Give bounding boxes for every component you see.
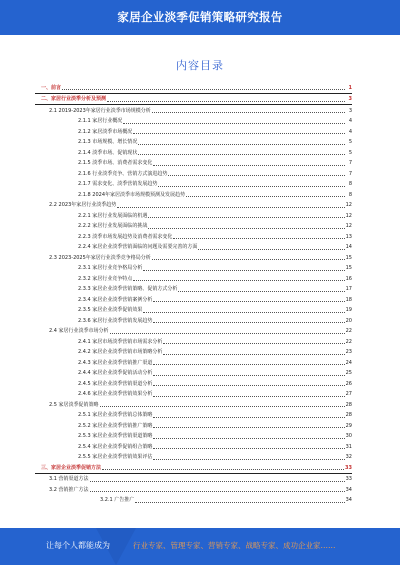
toc-entry-text: 2.2.2 家居行业发展面临的挑战 xyxy=(78,223,148,229)
toc-entry[interactable] xyxy=(35,189,352,200)
toc-leader-dots xyxy=(163,354,344,355)
toc-page-number: 8 xyxy=(348,181,352,187)
toc-entry-text: 2.3.2 家居行业竞争特点 xyxy=(78,275,133,282)
toc-leader-dots xyxy=(138,144,345,145)
toc-entry-text: 一、前言 xyxy=(41,84,62,91)
toc-entry[interactable] xyxy=(35,462,352,474)
toc-leader-dots xyxy=(153,364,344,365)
toc-entry[interactable] xyxy=(35,94,352,106)
toc-entry[interactable] xyxy=(35,368,352,379)
toc-entry[interactable] xyxy=(35,263,352,274)
toc-leader-dots xyxy=(90,491,345,492)
report-title: 家居企业淡季促销策略研究报告 xyxy=(117,10,283,24)
toc-entry[interactable] xyxy=(35,441,352,452)
toc-entry-text: 2.4.6 家居企业淡季营销效果分析 xyxy=(78,391,153,397)
toc-page-number: 8 xyxy=(348,191,352,198)
toc-page-number: 28 xyxy=(345,412,352,418)
footer-slogan: 让每个人都能成为 xyxy=(46,541,110,550)
toc-leader-dots xyxy=(138,154,345,155)
toc-entry-text: 2.3.3 家居企业淡季营销策略、促销方式分析 xyxy=(78,286,178,292)
toc-leader-dots xyxy=(148,228,344,229)
toc-page-number: 4 xyxy=(348,118,352,124)
toc-leader-dots xyxy=(153,448,344,449)
toc-page-number: 20 xyxy=(345,317,352,324)
toc-entry[interactable] xyxy=(35,484,352,495)
toc-page-number: 19 xyxy=(345,307,352,313)
toc-leader-dots xyxy=(107,101,345,102)
toc-entry-text: 2.1.3 市场规模、增长情况 xyxy=(78,139,138,145)
toc-entry[interactable] xyxy=(35,315,352,326)
toc-entry[interactable] xyxy=(35,179,352,190)
toc-entry-text: 2.4 家居行业淡季市场分析 xyxy=(49,328,109,334)
toc-entry-text: 2.1.5 淡季市场、消费者需求变化 xyxy=(78,160,153,166)
header-bar xyxy=(0,0,400,35)
toc-entry-text: 2.4.5 家居企业淡季营销渠道分析 xyxy=(78,380,153,387)
toc-leader-dots xyxy=(153,417,344,418)
footer-bar xyxy=(0,528,400,565)
toc-leader-dots xyxy=(153,459,344,460)
toc-page-number: 13 xyxy=(345,233,352,240)
toc-entry[interactable] xyxy=(35,357,352,368)
toc-leader-dots xyxy=(178,291,344,292)
toc-entry[interactable] xyxy=(35,200,352,211)
toc-entry[interactable] xyxy=(35,210,352,221)
toc-page-number: 23 xyxy=(345,349,352,355)
toc-entry[interactable] xyxy=(35,105,352,116)
toc-entry-text: 2.4.4 家居企业淡季促销活动分析 xyxy=(78,370,153,376)
toc-entry-text: 二、家居行业淡季分析及预测 xyxy=(41,96,107,102)
toc-entry[interactable] xyxy=(35,431,352,442)
toc-entry[interactable] xyxy=(35,305,352,316)
toc-page-number: 17 xyxy=(345,286,352,292)
toc-page-number: 22 xyxy=(345,328,352,334)
toc-page-number: 30 xyxy=(345,433,352,439)
toc-entry-text: 2.3 2023-2025年家居行业淡季竞争格局分析 xyxy=(49,254,151,261)
toc-entry-text: 2.3.6 家居行业淡季营销发展趋势 xyxy=(78,317,153,324)
toc-entry-text: 2.2.3 淡季市场发展趋势及消费者需求变化 xyxy=(78,233,173,240)
toc-page-number: 16 xyxy=(345,275,352,282)
toc-entry-text: 三、家居企业淡季促销方法 xyxy=(41,464,102,471)
toc-entry[interactable] xyxy=(35,420,352,431)
toc-entry-text: 2.1.1 家居行业概况 xyxy=(78,118,123,124)
toc-entry[interactable] xyxy=(35,294,352,305)
toc-entry-text: 2.4.2 家居企业淡季营销市场策略分析 xyxy=(78,349,163,355)
toc-leader-dots xyxy=(153,427,344,428)
toc-page-number: 15 xyxy=(345,254,352,261)
toc-entry[interactable] xyxy=(35,168,352,179)
toc-entry[interactable] xyxy=(35,147,352,158)
toc-entry-text: 2.5.2 家居企业淡季营销推广策略 xyxy=(78,422,153,429)
toc-entry[interactable] xyxy=(35,474,352,485)
toc-entry-text: 3.2.1 广告推广 xyxy=(100,497,135,503)
toc-leader-dots xyxy=(152,112,345,113)
toc-entry[interactable] xyxy=(35,231,352,242)
toc-page-number: 28 xyxy=(345,401,352,408)
toc-page-number: 26 xyxy=(345,380,352,387)
toc-page-number: 3 xyxy=(348,107,352,114)
toc-leader-dots xyxy=(102,469,344,470)
toc-leader-dots xyxy=(198,249,344,250)
toc-entry-text: 2.1 2019-2023年家居行业淡季市场规模分析 xyxy=(49,107,151,114)
toc-entry[interactable] xyxy=(35,389,352,400)
toc-leader-dots xyxy=(153,301,344,302)
toc-page-number: 34 xyxy=(345,497,352,503)
toc-entry[interactable] xyxy=(35,347,352,358)
toc-page-number: 24 xyxy=(345,359,352,366)
toc-entry-text: 2.5.5 家居企业淡季营销效果评估 xyxy=(78,454,153,460)
toc-leader-dots xyxy=(135,502,344,503)
toc-entry-text: 2.3.4 家居企业淡季营销案例分析 xyxy=(78,296,153,303)
toc-leader-dots xyxy=(133,133,345,134)
toc-page-number: 32 xyxy=(345,454,352,460)
toc-entry[interactable] xyxy=(35,242,352,253)
toc-leader-dots xyxy=(143,270,344,271)
toc-page-number: 33 xyxy=(345,476,352,482)
toc-leader-dots xyxy=(152,259,345,260)
toc-entry[interactable] xyxy=(35,221,352,232)
toc-page-number: 34 xyxy=(345,486,352,493)
toc-entry[interactable] xyxy=(35,452,352,463)
toc-leader-dots xyxy=(153,322,344,323)
toc-entry-text: 2.1.2 家居淡季市场概况 xyxy=(78,128,133,135)
toc-leader-dots xyxy=(153,385,344,386)
toc-page-number: 7 xyxy=(348,170,352,177)
toc-entry[interactable] xyxy=(35,326,352,337)
toc-entry-text: 2.4.1 家居市场淡季营销市场需求分析 xyxy=(78,338,163,345)
toc-entry-text: 2.5.1 家居企业淡季营销总体策略 xyxy=(78,412,153,418)
toc-page-number: 29 xyxy=(345,422,352,429)
toc-page-number: 12 xyxy=(345,212,352,219)
toc-page-number: 12 xyxy=(345,202,352,208)
table-of-contents xyxy=(35,82,352,505)
toc-leader-dots xyxy=(90,481,345,482)
toc-entry-text: 2.1.6 行业淡季竞争、营销方式演进趋势 xyxy=(78,170,168,177)
toc-entry-text: 2.3.1 家居行业竞争格局分析 xyxy=(78,265,143,271)
toc-entry-text: 2.5 家居淡季促销策略 xyxy=(49,401,99,408)
toc-page-number: 7 xyxy=(348,160,352,166)
toc-entry-text: 2.5.3 家居企业淡季营销渠道策略 xyxy=(78,433,153,439)
toc-page-number: 22 xyxy=(345,338,352,345)
toc-page-number: 14 xyxy=(345,244,352,250)
toc-leader-dots xyxy=(153,375,344,376)
toc-page-number: 3 xyxy=(348,96,352,102)
toc-entry-text: 2.4.3 家居企业淡季营销推广渠道 xyxy=(78,359,153,366)
toc-entry[interactable] xyxy=(35,495,352,506)
toc-leader-dots xyxy=(168,175,345,176)
toc-leader-dots xyxy=(153,165,345,166)
toc-leader-dots xyxy=(133,280,344,281)
toc-leader-dots xyxy=(62,89,345,90)
toc-page-number: 12 xyxy=(345,223,352,229)
toc-leader-dots xyxy=(173,238,344,239)
toc-leader-dots xyxy=(100,406,345,407)
toc-page-number: 4 xyxy=(348,128,352,135)
toc-entry-text: 2.1.7 需求变化、淡季营销发展趋势 xyxy=(78,181,158,187)
toc-entry-text: 2.2.4 家居企业淡季营销面临的问题及需要完善的方面 xyxy=(78,244,198,250)
footer-tagline: 行业专家、管理专家、营销专家、战略专家、成功企业家…… xyxy=(133,541,336,550)
toc-leader-dots xyxy=(153,396,344,397)
toc-leader-dots xyxy=(143,312,344,313)
toc-entry-text: 2.1.8 2024年家居淡季市场规模预测及发展趋势 xyxy=(78,191,186,198)
toc-entry-text: 2.2.1 家居行业发展面临的机遇 xyxy=(78,212,148,219)
toc-page-number: 5 xyxy=(348,139,352,145)
toc-entry[interactable] xyxy=(35,116,352,127)
toc-page-number: 5 xyxy=(348,149,352,156)
toc-entry[interactable] xyxy=(35,252,352,263)
toc-entry[interactable] xyxy=(35,126,352,137)
toc-leader-dots xyxy=(158,186,345,187)
toc-leader-dots xyxy=(153,438,344,439)
toc-entry[interactable] xyxy=(35,284,352,295)
toc-entry-text: 2.3.5 家居企业淡季促销效果 xyxy=(78,307,143,313)
toc-entry-text: 3.1 营销渠道方法 xyxy=(49,476,89,482)
toc-page-number: 25 xyxy=(345,370,352,376)
toc-page-number: 1 xyxy=(348,84,352,91)
toc-entry[interactable] xyxy=(35,399,352,410)
toc-leader-dots xyxy=(117,207,344,208)
toc-entry-text: 3.2 营销推广方法 xyxy=(49,486,89,493)
toc-leader-dots xyxy=(148,217,344,218)
toc-entry-text: 2.2 2023年家居行业淡季趋势 xyxy=(49,202,117,208)
toc-page-number: 33 xyxy=(345,464,352,471)
toc-entry-text: 2.1.4 淡季市场、促销现状 xyxy=(78,149,138,156)
toc-page-number: 31 xyxy=(345,443,352,450)
toc-entry[interactable] xyxy=(35,158,352,169)
toc-entry[interactable] xyxy=(35,378,352,389)
toc-entry[interactable] xyxy=(35,273,352,284)
toc-leader-dots xyxy=(123,123,345,124)
toc-page-number: 18 xyxy=(345,296,352,303)
toc-entry[interactable] xyxy=(35,410,352,421)
toc-leader-dots xyxy=(110,333,345,334)
toc-leader-dots xyxy=(186,196,345,197)
toc-leader-dots xyxy=(163,343,344,344)
toc-page-number: 27 xyxy=(345,391,352,397)
toc-entry[interactable] xyxy=(35,137,352,148)
toc-entry[interactable] xyxy=(35,82,352,94)
toc-entry[interactable] xyxy=(35,336,352,347)
toc-heading: 内容目录 xyxy=(176,59,224,72)
toc-page-number: 15 xyxy=(345,265,352,271)
toc-entry-text: 2.5.4 家居企业淡季促销组合策略 xyxy=(78,443,153,450)
